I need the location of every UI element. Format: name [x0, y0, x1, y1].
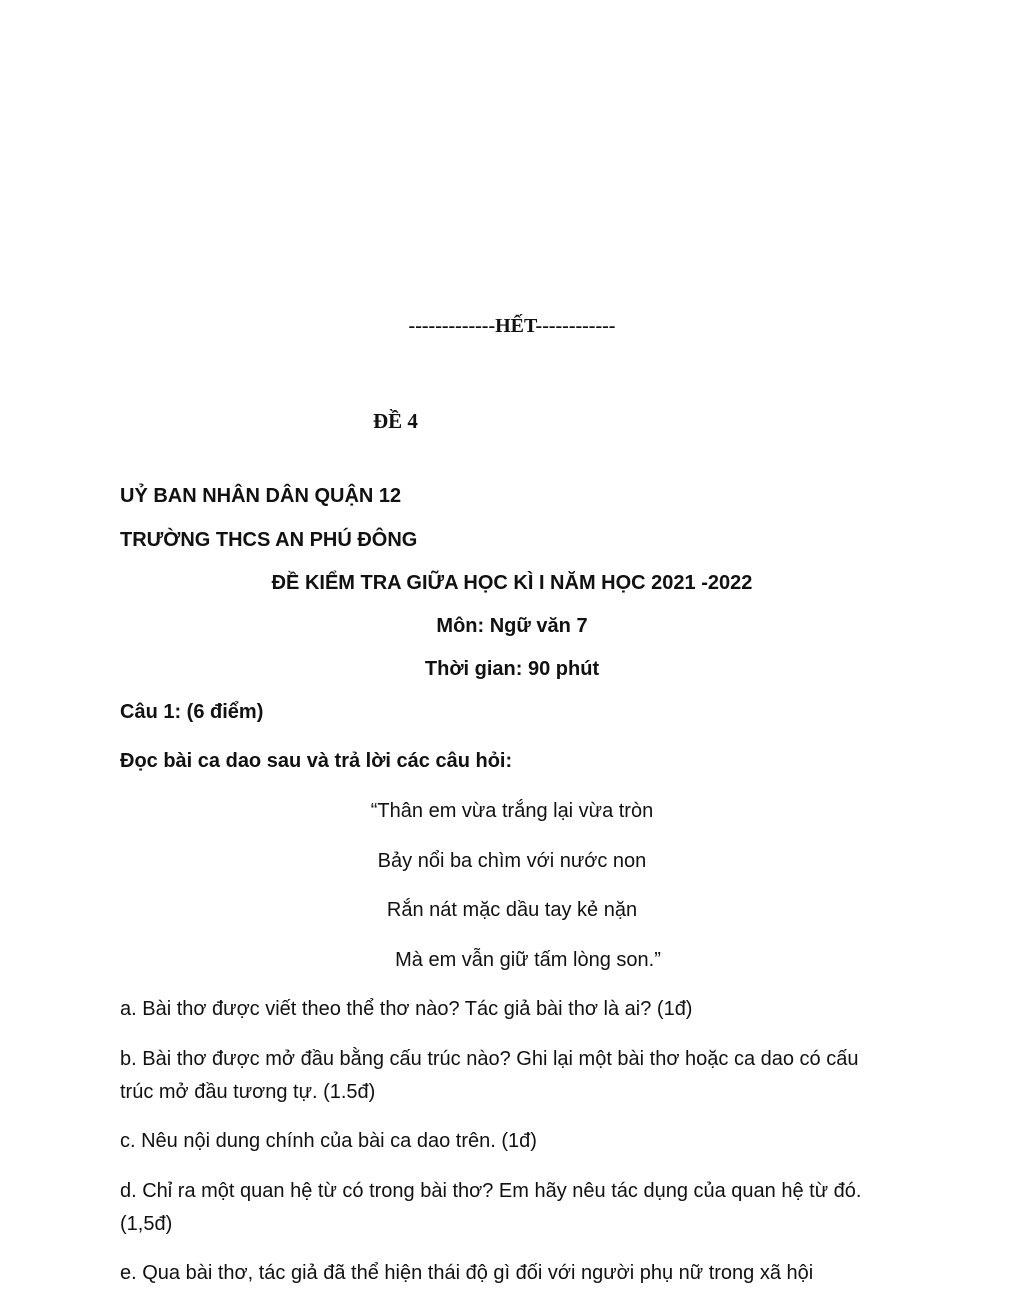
question-item-c: c. Nêu nội dung chính của bài ca dao trên. (1đ) [120, 1130, 537, 1152]
question-item-a: a. Bài thơ được viết theo thể thơ nào? Tác giả bài thơ là ai? (1đ) [120, 998, 693, 1020]
poem-line: Mà em vẫn giữ tấm lòng son.” [395, 949, 661, 971]
poem-line: Rắn nát mặc dầu tay kẻ nặn [386, 899, 638, 921]
poem-line: Bảy nổi ba chìm với nước non [377, 850, 647, 872]
question-item-d: d. Chỉ ra một quan hệ từ có trong bài thơ? Em hãy nêu tác dụng của quan hệ từ đó. (1,5đ) [120, 1180, 862, 1235]
exam-title: ĐỀ KIỂM TRA GIỮA HỌC KÌ I NĂM HỌC 2021 -2022 [271, 572, 753, 594]
exam-number: ĐỀ 4 [373, 409, 418, 433]
exam-subject: Môn: Ngữ văn 7 [436, 615, 588, 637]
question-item-b: b. Bài thơ được mở đầu bằng cấu trúc nào? Ghi lại một bài thơ hoặc ca dao có cấu trúc mở đầu tương tự. (1.5đ) [120, 1048, 859, 1103]
poem-line: “Thân em vừa trắng lại vừa tròn [370, 800, 654, 822]
school-name: TRƯỜNG THCS AN PHÚ ĐÔNG [120, 529, 418, 551]
committee-name: UỶ BAN NHÂN DÂN QUẬN 12 [120, 485, 402, 507]
exam-duration: Thời gian: 90 phút [424, 658, 600, 680]
question-item-e: e. Qua bài thơ, tác giả đã thể hiện thái độ gì đối với người phụ nữ trong xã hội [120, 1262, 814, 1284]
end-marker: -------------HẾT------------ [408, 315, 616, 337]
question-heading: Câu 1: (6 điểm) [120, 701, 264, 723]
question-instruction: Đọc bài ca dao sau và trả lời các câu hỏi: [120, 750, 513, 772]
